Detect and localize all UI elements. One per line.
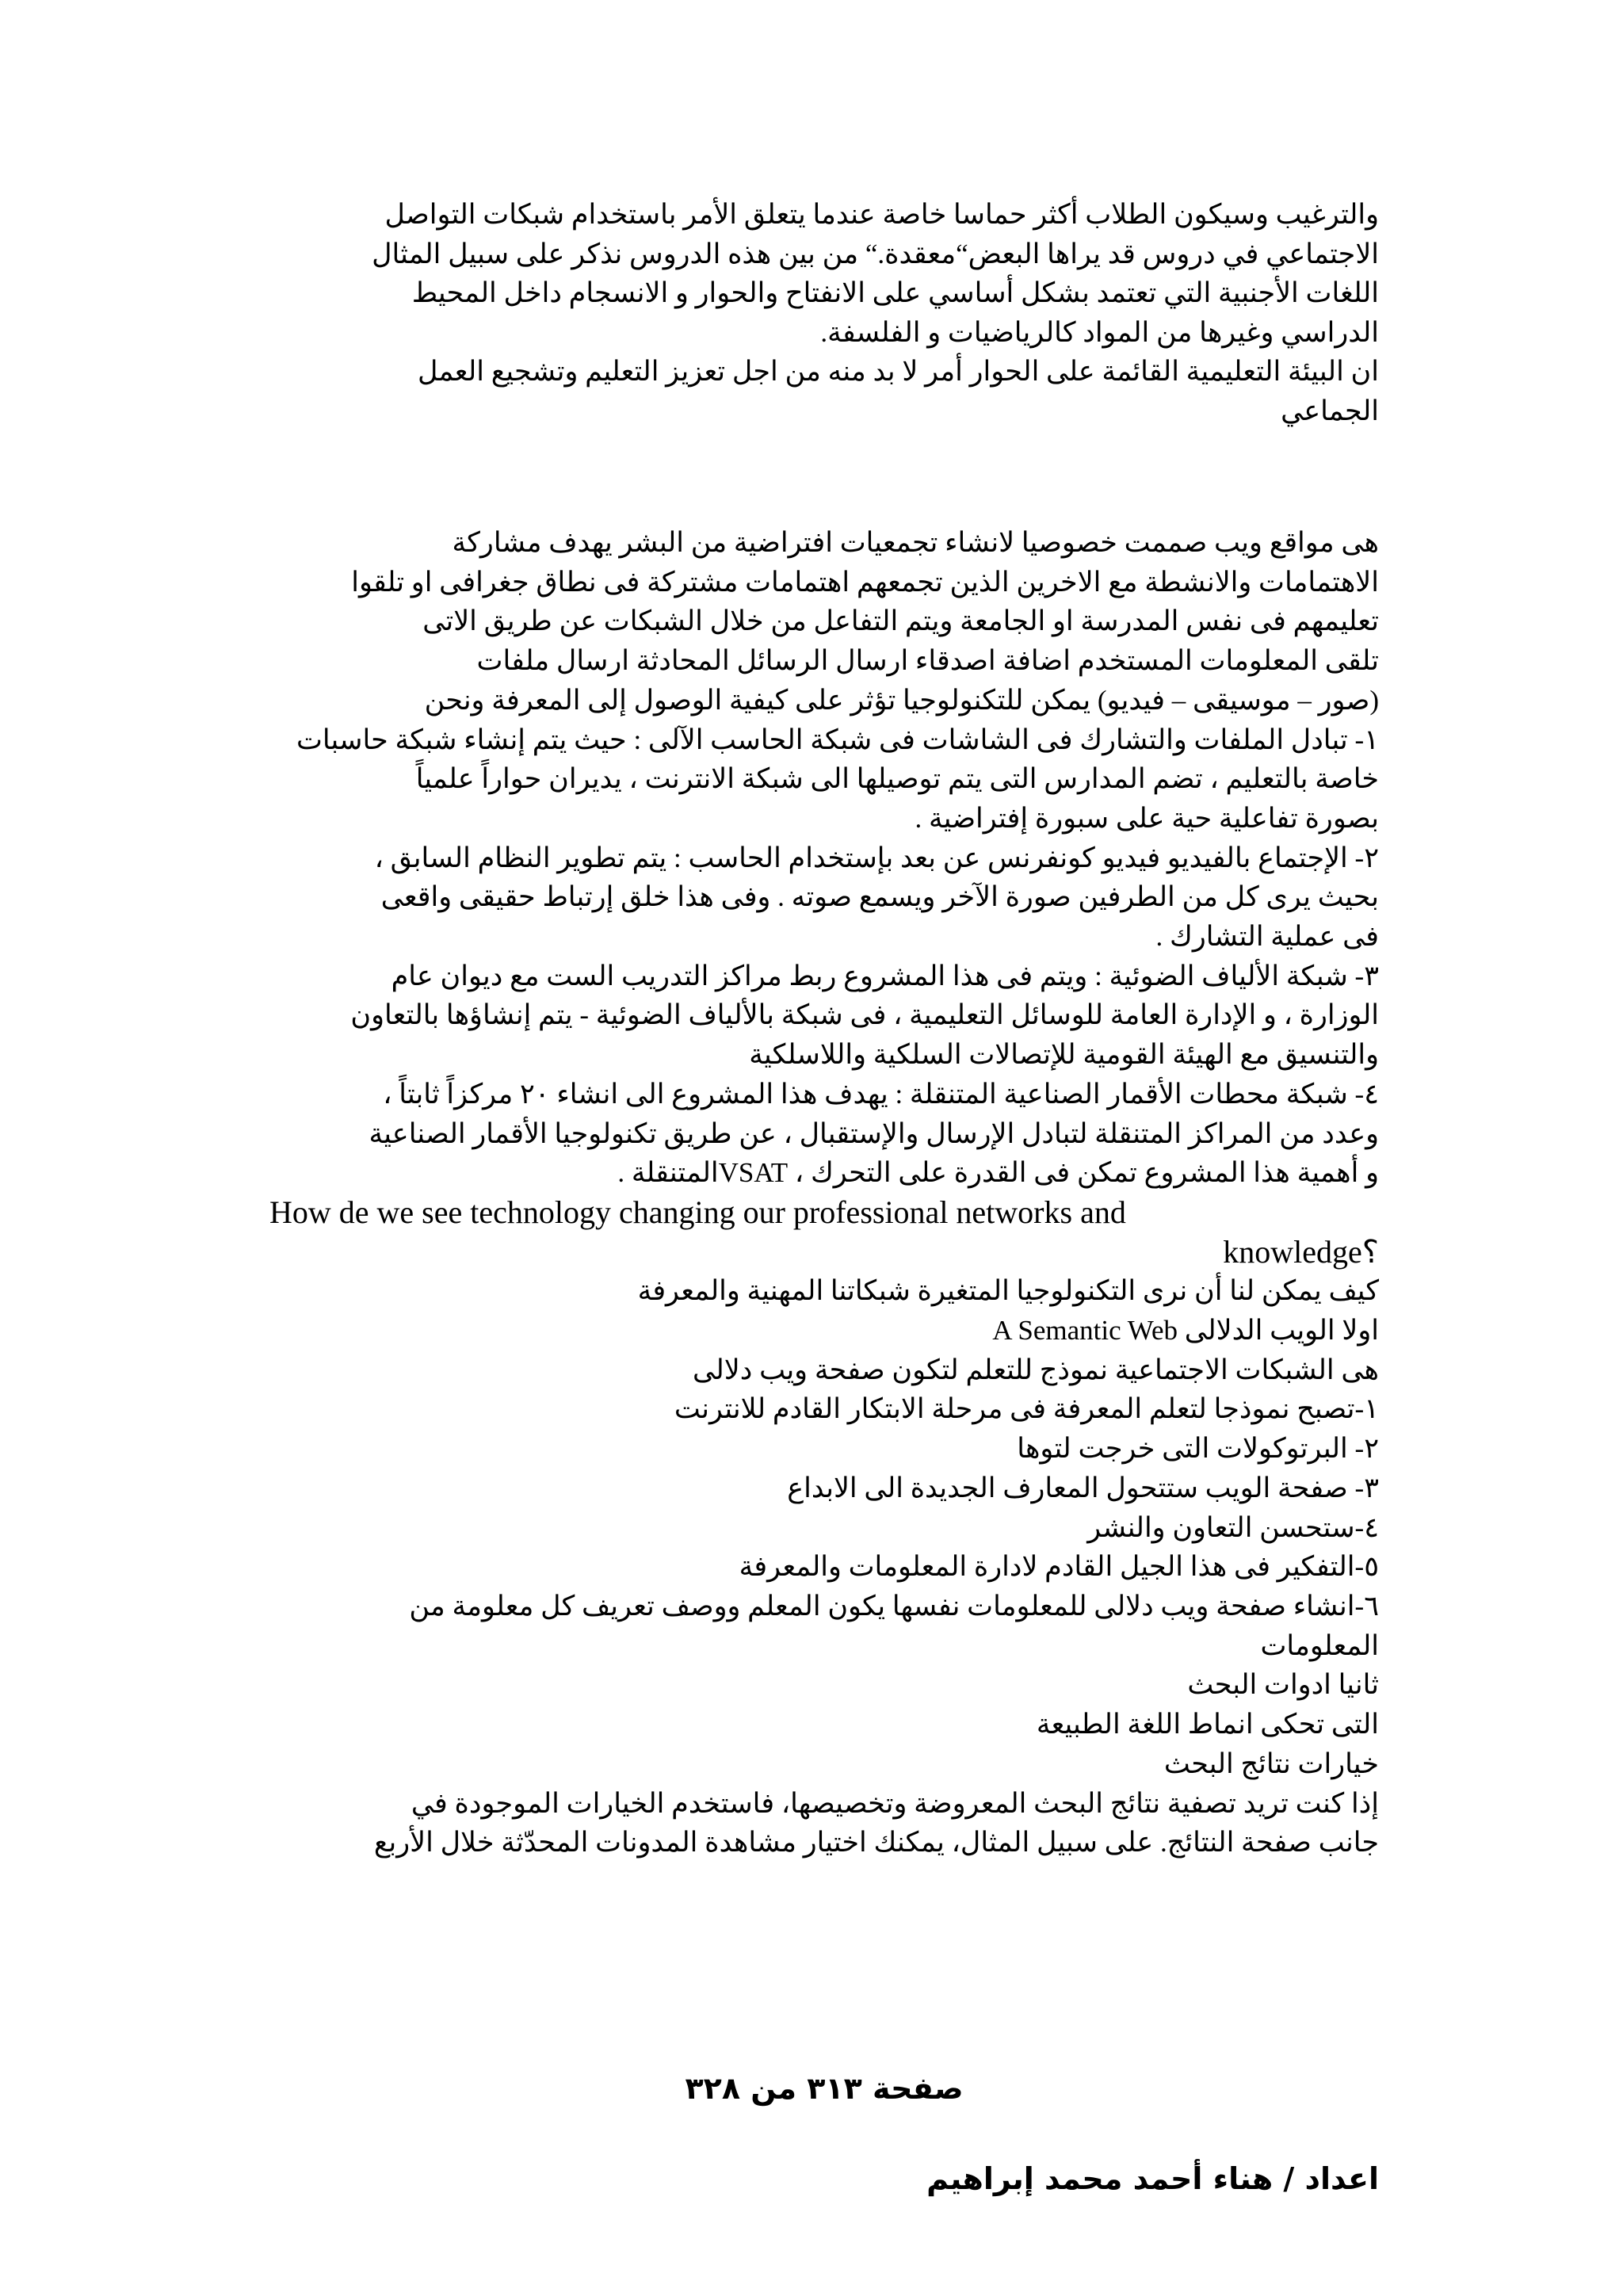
text-line: اللغات الأجنبية التي تعتمد بشكل أساسي على الانفتاح والحوار و الانسجام داخل المحيط [411,277,1379,308]
text-line: بحيث يرى كل من الطرفين صورة الآخر ويسمع صوته . وفى هذا خلق إرتباط حقيقى واقعى [380,881,1379,913]
text-line: بصورة تفاعلية حية على سبورة إفتراضية . [915,802,1379,834]
text-line: خاصة بالتعليم ، تضم المدارس التى يتم توصيلها الى شبكة الانترنت ، يديران حواراً علمياً [415,763,1379,795]
text-line: ثانيا ادوات البحث [1187,1669,1379,1701]
text-line: خيارات نتائج البحث [1163,1748,1379,1779]
text-line: اولا الويب الدلالى A Semantic Web [992,1315,1379,1347]
page-number: صفحة ٣١٣ من ٣٢٨ [685,2071,964,2106]
english-question-line1: How de we see technology changing our professional networks and [269,1194,1126,1230]
text-line: والتنسيق مع الهيئة القومية للإتصالات السلكية واللاسلكية [749,1039,1379,1071]
text-line: الاهتمامات والانشطة مع الاخرين الذين تجمعهم اهتمامات مشتركة فى نطاق جغرافى او تلقوا [351,566,1379,598]
text-line: ٤-ستحسن التعاون والنشر [1087,1511,1379,1543]
text-line: جانب صفحة النتائج. على سبيل المثال، يمكنك اختيار مشاهدة المدونات المحدّثة خلال الأربع [373,1827,1379,1859]
text-line: تعليمهم فى نفس المدرسة او الجامعة ويتم التفاعل من خلال الشبكات عن طريق الاتى [422,606,1379,637]
text-line: الاجتماعي في دروس قد يراها البعض“معقدة.“ من بين هذه الدروس نذكر على سبيل المثال [372,238,1379,269]
text-line: والترغيب وسيكون الطلاب أكثر حماسا خاصة عندما يتعلق الأمر باستخدام شبكات التواصل [384,199,1379,230]
paragraph-intro [269,195,1379,430]
text-line: الوزارة ، و الإدارة العامة للوسائل التعليمية ، فى شبكة بالألياف الضوئية - يتم إنشاؤها بالتعاون [350,999,1379,1031]
text-line: وعدد من المراكز المتنقلة لتبادل الإرسال والإستقبال ، عن طريق تكنولوجيا الأقمار الصناعية [369,1117,1379,1149]
text-line: التى تحكى انماط اللغة الطبيعة [1036,1709,1379,1740]
author-credit: اعداد / هناء أحمد محمد إبراهيم [926,2161,1379,2196]
text-line: إذا كنت تريد تصفية نتائج البحث المعروضة وتخصيصها، فاستخدم الخيارات الموجودة في [411,1787,1379,1819]
text-line: المعلومات [1260,1629,1379,1661]
text-line: (صور – موسيقى – فيديو) يمكن للتكنولوجيا تؤثر على كيفية الوصول إلى المعرفة ونحن [424,684,1379,716]
text-line: ٦-انشاء صفحة ويب دلالى للمعلومات نفسها يكون المعلم ووصف تعريف كل معلومة من [409,1590,1379,1622]
text-line: هى الشبكات الاجتماعية نموذج للتعلم لتكون صفحة ويب دلالى [692,1354,1379,1385]
text-line: ٣- صفحة الويب ستتحول المعارف الجديدة الى الابداع [787,1472,1379,1503]
text-line: ان البيئة التعليمية القائمة على الحوار أمر لا بد منه من اجل تعزيز التعليم وتشجيع العمل [417,356,1379,387]
text-line: فى عملية التشارك . [1155,921,1379,953]
text-line: تلقى المعلومات المستخدم اضافة اصدقاء ارسال الرسائل المحادثة ارسال ملفات [476,645,1379,677]
text-line: كيف يمكن لنا أن نرى التكنولوجيا المتغيرة شبكاتنا المهنية والمعرفة [637,1275,1379,1307]
text-line: ٢- الإجتماع بالفيديو فيديو كونفرنس عن بعد بإستخدام الحاسب : يتم تطوير النظام السابق ، [374,842,1379,873]
main-body [269,523,1379,1862]
text-line: و أهمية هذا المشروع تمكن فى القدرة على التحرك ، VSATالمتنقلة . [617,1157,1379,1189]
text-line: الدراسي وغيرها من المواد كالرياضيات و الفلسفة. [820,316,1379,348]
text-line: ٢- البرتوكولات التى خرجت لتوها [1017,1433,1379,1465]
text-line: ١-تصبح نموذجا لتعلم المعرفة فى مرحلة الابتكار القادم للانترنت [674,1393,1379,1425]
english-question-line2: knowledge؟ [1223,1233,1379,1270]
text-line: الجماعي [1281,395,1379,426]
text-line: ٤- شبكة محطات الأقمار الصناعية المتنقلة : يهدف هذا المشروع الى انشاء ٢٠ مركزاً ثابتاً ، [383,1078,1379,1110]
text-line: ٣- شبكة الألياف الضوئية : ويتم فى هذا المشروع ربط مراكز التدريب الست مع ديوان عام [391,960,1379,991]
text-line: هى مواقع ويب صممت خصوصيا لانشاء تجمعيات افتراضية من البشر يهدف مشاركة [452,527,1379,558]
text-line: ٥-التفكير فى هذا الجيل القادم لادارة المعلومات والمعرفة [739,1551,1379,1583]
text-line: ١- تبادل الملفات والتشارك فى الشاشات فى شبكة الحاسب الآلى : حيث يتم إنشاء شبكة حاسبات [296,724,1379,755]
